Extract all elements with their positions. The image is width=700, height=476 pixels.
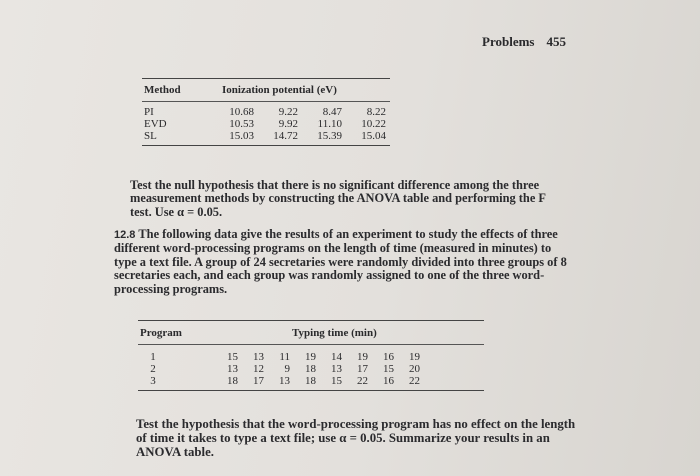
row-label: PI <box>144 106 154 118</box>
table-row <box>138 363 484 375</box>
header-title: Problems <box>482 34 535 49</box>
table-cell: 15.04 <box>361 130 386 142</box>
paragraph-test-hypothesis: Test the hypothesis that the word-processing program has no effect on the length of time it takes to type a text file; use α = 0.05. Summarize your results in an ANOVA table. <box>136 417 576 460</box>
problem-text: The following data give the results of an experiment to study the effects of three different word-processing programs on the length of time (measured in minutes) to type a text file. A group of 24 secretaries were randomly divided into three groups of 8 secretaries each, and each group was randomly assigned to one of the three word-processing programs. <box>114 227 567 296</box>
table-cell: 16 <box>383 375 394 387</box>
table-cell: 17 <box>253 375 264 387</box>
typing-time-table <box>138 320 484 391</box>
table-cell: 11 <box>279 351 290 363</box>
problem-number: 12.8 <box>114 229 136 241</box>
table-row <box>138 351 484 363</box>
paragraph-null-hypothesis: Test the null hypothesis that there is no significant difference among the three measurement methods by constructing the ANOVA table and performing the F test. Use α = 0.05. <box>130 178 546 219</box>
table-row <box>142 130 390 142</box>
table-cell: 17 <box>357 363 368 375</box>
col-header-method: Method <box>144 84 181 96</box>
table-cell: 14 <box>331 351 342 363</box>
table-cell: 15 <box>331 375 342 387</box>
row-label: 1 <box>150 351 156 363</box>
table-cell: 10.68 <box>229 106 254 118</box>
table-cell: 10.53 <box>229 118 254 130</box>
table-cell: 9.92 <box>278 118 298 130</box>
ionization-table <box>142 78 390 146</box>
table-cell: 15 <box>227 351 238 363</box>
table-cell: 18 <box>227 375 238 387</box>
table-row <box>142 106 390 118</box>
table-cell: 13 <box>279 375 290 387</box>
table-cell: 19 <box>305 351 316 363</box>
page-header <box>482 34 566 50</box>
table-rule <box>138 390 484 391</box>
table-cell: 15 <box>383 363 394 375</box>
table-cell: 10.22 <box>361 118 386 130</box>
table-cell: 9.22 <box>278 106 298 118</box>
table-cell: 13 <box>253 351 264 363</box>
row-label: SL <box>144 130 157 142</box>
table-cell: 13 <box>227 363 238 375</box>
table-cell: 19 <box>357 351 368 363</box>
table-row <box>138 375 484 387</box>
table-cell: 20 <box>409 363 420 375</box>
table-cell: 19 <box>409 351 420 363</box>
table-header <box>138 321 484 342</box>
row-label: 2 <box>150 363 156 375</box>
table-cell: 12 <box>253 363 264 375</box>
table-cell: 22 <box>409 375 420 387</box>
table-cell: 18 <box>305 363 316 375</box>
table-header <box>142 79 390 99</box>
page-number: 455 <box>546 34 566 49</box>
table-cell: 16 <box>383 351 394 363</box>
table-cell: 13 <box>331 363 342 375</box>
table-cell: 15.03 <box>229 130 254 142</box>
col-header-program: Program <box>140 327 182 339</box>
table-row <box>142 118 390 130</box>
table-cell: 8.47 <box>322 106 342 118</box>
table-cell: 11.10 <box>317 118 342 130</box>
row-label: EVD <box>144 118 167 130</box>
table-cell: 9 <box>284 363 290 375</box>
table-cell: 14.72 <box>273 130 298 142</box>
col-header-ionization: Ionization potential (eV) <box>222 84 337 96</box>
table-cell: 18 <box>305 375 316 387</box>
problem-12-8 <box>114 228 572 296</box>
table-cell: 8.22 <box>366 106 386 118</box>
table-rule <box>142 145 390 146</box>
table-cell: 15.39 <box>317 130 342 142</box>
table-cell: 22 <box>357 375 368 387</box>
col-header-typing-time: Typing time (min) <box>292 327 377 339</box>
row-label: 3 <box>150 375 156 387</box>
